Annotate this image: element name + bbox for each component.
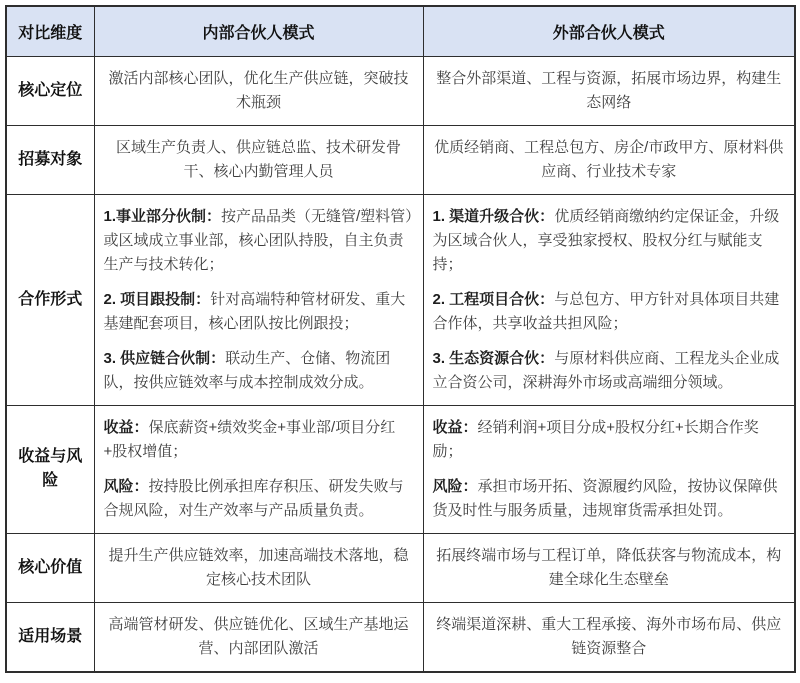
- cell-paragraph: 2. 工程项目合伙：与总包方、甲方针对具体项目共建合作体，共享收益共担风险；: [432, 290, 780, 332]
- paragraph-lead-label: 2. 项目跟投制：: [103, 290, 211, 308]
- table-row: [6, 125, 795, 194]
- cell-paragraph: 高端管材研发、供应链优化、区域生产基地运营、内部团队激活: [108, 615, 409, 657]
- paragraph-lead-label: 1. 渠道升级合伙：: [432, 207, 555, 225]
- internal-model-cell: [94, 56, 423, 125]
- cell-paragraph: 提升生产供应链效率，加速高端技术落地，稳定核心技术团队: [108, 546, 409, 588]
- header-cell-internal-model: 内部合伙人模式: [94, 6, 423, 56]
- cell-paragraph: 1. 渠道升级合伙：优质经销商缴纳约定保证金，升级为区域合伙人，享受独家授权、股权分红与赋能支持；: [432, 207, 780, 273]
- table-row: [6, 533, 795, 602]
- cell-paragraph: 3. 供应链合伙制：联动生产、仓储、物流团队，按供应链效率与成本控制成效分成。: [103, 349, 391, 391]
- dimension-cell: 收益与风险: [6, 405, 94, 533]
- paragraph-lead-label: 风险：: [432, 477, 478, 495]
- comparison-table: [5, 5, 796, 673]
- cell-paragraph: 风险：承担市场开拓、资源履约风险，按协议保障供货及时性与服务质量，违规窜货需承担处罚。: [432, 477, 778, 519]
- dimension-cell: 招募对象: [6, 125, 94, 194]
- external-model-cell: [423, 194, 795, 405]
- external-model-cell: [423, 56, 795, 125]
- table-row: [6, 602, 795, 672]
- cell-paragraph: 1.事业部分伙制：按产品品类（无缝管/塑料管）或区域成立事业部，核心团队持股，自主负责生产与技术转化；: [103, 207, 413, 273]
- cell-paragraph: 风险：按持股比例承担库存积压、研发失败与合规风险，对生产效率与产品质量负责。: [103, 477, 404, 519]
- cell-paragraph: 终端渠道深耕、重大工程承接、海外市场布局、供应链资源整合: [436, 615, 782, 657]
- dimension-cell: 合作形式: [6, 194, 94, 405]
- table-row: [6, 194, 795, 405]
- paragraph-lead-label: 收益：: [432, 418, 478, 436]
- paragraph-lead-label: 风险：: [103, 477, 149, 495]
- external-model-cell: [423, 125, 795, 194]
- dimension-cell: 适用场景: [6, 602, 94, 672]
- table-row: [6, 56, 795, 125]
- table-body: [6, 56, 795, 672]
- internal-model-cell: [94, 602, 423, 672]
- cell-paragraph: 区域生产负责人、供应链总监、技术研发骨干、核心内勤管理人员: [115, 138, 401, 180]
- cell-paragraph: 3. 生态资源合伙：与原材料供应商、工程龙头企业成立合资公司，深耕海外市场或高端细分领域。: [432, 349, 780, 391]
- table-row: [6, 405, 795, 533]
- internal-model-cell: [94, 125, 423, 194]
- table-header-row: [6, 6, 795, 56]
- cell-paragraph: 收益：保底薪资+绩效奖金+事业部/项目分红+股权增值；: [103, 418, 396, 460]
- cell-paragraph: 激活内部核心团队，优化生产供应链，突破技术瓶颈: [108, 69, 409, 111]
- header-cell-dimension: 对比维度: [6, 6, 94, 56]
- cell-paragraph: 拓展终端市场与工程订单，降低获客与物流成本，构建全球化生态壁垒: [436, 546, 782, 588]
- paragraph-lead-label: 1.事业部分伙制：: [103, 207, 222, 225]
- cell-paragraph: 2. 项目跟投制：针对高端特种管材研发、重大基建配套项目，核心团队按比例跟投；: [103, 290, 406, 332]
- paragraph-lead-label: 3. 生态资源合伙：: [432, 349, 555, 367]
- paragraph-lead-label: 2. 工程项目合伙：: [432, 290, 555, 308]
- dimension-cell: 核心定位: [6, 56, 94, 125]
- cell-paragraph: 优质经销商、工程总包方、房企/市政甲方、原材料供应商、行业技术专家: [434, 138, 784, 180]
- internal-model-cell: [94, 194, 423, 405]
- external-model-cell: [423, 602, 795, 672]
- paragraph-lead-label: 3. 供应链合伙制：: [103, 349, 226, 367]
- paragraph-lead-label: 收益：: [103, 418, 149, 436]
- dimension-cell: 核心价值: [6, 533, 94, 602]
- internal-model-cell: [94, 405, 423, 533]
- external-model-cell: [423, 533, 795, 602]
- external-model-cell: [423, 405, 795, 533]
- cell-paragraph: 整合外部渠道、工程与资源，拓展市场边界，构建生态网络: [436, 69, 782, 111]
- header-cell-external-model: 外部合伙人模式: [423, 6, 795, 56]
- cell-paragraph: 收益：经销利润+项目分成+股权分红+长期合作奖励；: [432, 418, 759, 460]
- internal-model-cell: [94, 533, 423, 602]
